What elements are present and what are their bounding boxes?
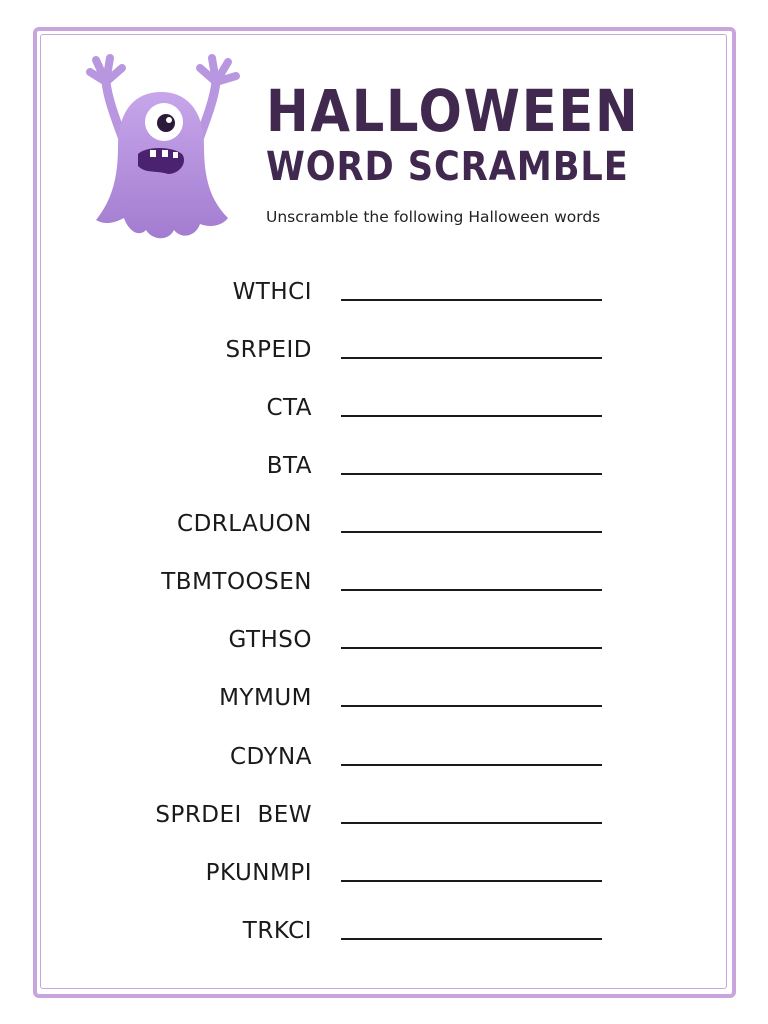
list-item — [0, 683, 768, 723]
scrambled-word: TBMTOOSEN — [161, 569, 312, 595]
answer-line[interactable] — [341, 705, 602, 707]
scrambled-word: PKUNMPI — [205, 860, 312, 886]
answer-line[interactable] — [341, 938, 602, 940]
list-item — [0, 393, 768, 433]
scrambled-word: CDYNA — [229, 744, 312, 770]
list-item — [0, 625, 768, 665]
list-item — [0, 509, 768, 549]
list-item — [0, 858, 768, 898]
list-item — [0, 335, 768, 375]
list-item — [0, 742, 768, 782]
scrambled-word: TRKCI — [242, 918, 312, 944]
list-item — [0, 567, 768, 607]
answer-line[interactable] — [341, 299, 602, 301]
answer-line[interactable] — [341, 822, 602, 824]
answer-line[interactable] — [341, 764, 602, 766]
list-item — [0, 277, 768, 317]
scrambled-word: CTA — [266, 395, 312, 421]
scrambled-word: BTA — [266, 453, 312, 479]
answer-line[interactable] — [341, 880, 602, 882]
list-item — [0, 451, 768, 491]
answer-line[interactable] — [341, 473, 602, 475]
scrambled-word: GTHSO — [228, 627, 312, 653]
instructions-text: Unscramble the following Halloween words — [266, 208, 601, 226]
scrambled-word: MYMUM — [219, 685, 312, 711]
scrambled-word: WTHCI — [232, 279, 312, 305]
answer-line[interactable] — [341, 589, 602, 591]
list-item — [0, 800, 768, 840]
page-subtitle-title: WORD SCRAMBLE — [266, 144, 629, 190]
list-item — [0, 916, 768, 956]
scrambled-word: SRPEID — [225, 337, 312, 363]
scrambled-word: SPRDEI BEW — [155, 802, 312, 828]
answer-line[interactable] — [341, 647, 602, 649]
page-title: HALLOWEEN — [266, 77, 640, 145]
answer-line[interactable] — [341, 357, 602, 359]
scrambled-word: CDRLAUON — [177, 511, 312, 537]
answer-line[interactable] — [341, 415, 602, 417]
answer-line[interactable] — [341, 531, 602, 533]
